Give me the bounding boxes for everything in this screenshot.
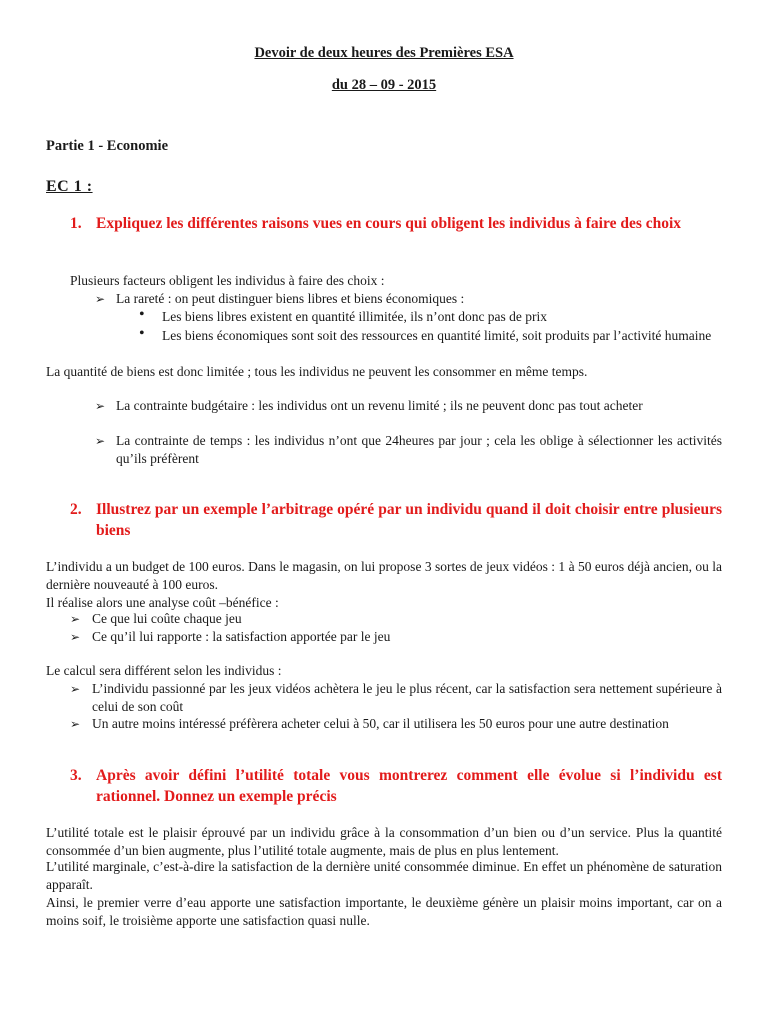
q1-bullet-temps bbox=[95, 432, 722, 468]
question-3-number: 3. bbox=[70, 767, 82, 784]
question-2-text: Illustrez par un exemple l’arbitrage opéré par un individu quand il doit choisir entre plusieurs biens bbox=[96, 501, 722, 539]
arrowhead-bullet-icon: ➢ bbox=[95, 399, 106, 413]
q2-bullet-passionne-text: L’individu passionné par les jeux vidéos achètera le jeu le plus récent, car la satisfaction sera nettement supérieure à celui de son coût bbox=[92, 681, 722, 714]
question-2 bbox=[70, 499, 722, 541]
q1-bullet-libres-text: Les biens libres existent en quantité illimitée, ils n’ont donc pas de prix bbox=[162, 309, 548, 324]
q1-bullet-eco-text: Les biens économiques sont soit des ressources en quantité limité, soit produits par l’activité humaine bbox=[162, 328, 712, 343]
q3-paragraph-2: L’utilité marginale, c’est-à-dire la satisfaction de la dernière unité consommée diminue. En effet un phénomène de saturation apparaît. bbox=[46, 859, 722, 892]
q2-bullet-rapport-text: Ce qu’il lui rapporte : la satisfaction apportée par le jeu bbox=[92, 629, 391, 644]
q1-bullet-temps-text: La contrainte de temps : les individus n’ont que 24heures par jour ; cela les oblige à sélectionner les activités qu’ils préfèrent bbox=[116, 433, 722, 466]
q2-paragraph-3: Le calcul sera différent selon les individus : bbox=[46, 663, 282, 678]
arrowhead-bullet-icon: ➢ bbox=[95, 434, 106, 448]
arrowhead-bullet-icon: ➢ bbox=[95, 292, 106, 306]
q1-intro: Plusieurs facteurs obligent les individus à faire des choix : bbox=[70, 273, 385, 288]
question-1-text: Expliquez les différentes raisons vues en cours qui obligent les individus à faire des choix bbox=[96, 215, 682, 232]
q2-paragraph-2: Il réalise alors une analyse coût –bénéfice : bbox=[46, 595, 279, 610]
round-bullet-icon: • bbox=[139, 306, 145, 323]
q1-bullet-rarete bbox=[95, 290, 722, 308]
arrowhead-bullet-icon: ➢ bbox=[70, 612, 81, 626]
document-title: Devoir de deux heures des Premières ESA bbox=[254, 45, 514, 61]
round-bullet-icon: • bbox=[139, 325, 145, 342]
q2-bullet-cout-text: Ce que lui coûte chaque jeu bbox=[92, 611, 242, 626]
q1-bullet-rarete-text: La rareté : on peut distinguer biens libres et biens économiques : bbox=[116, 291, 465, 306]
q2-bullet-autre bbox=[70, 715, 722, 733]
q2-bullet-passionne bbox=[70, 680, 722, 716]
q1-bullet-libres bbox=[139, 308, 722, 326]
question-1 bbox=[70, 213, 722, 234]
arrowhead-bullet-icon: ➢ bbox=[70, 630, 81, 644]
q1-quantite: La quantité de biens est donc limitée ; tous les individus ne peuvent les consommer en même temps. bbox=[46, 364, 588, 379]
q2-bullet-autre-text: Un autre moins intéressé préfèrera acheter celui à 50, car il utilisera les 50 euros pour une autre destination bbox=[92, 716, 669, 731]
q1-bullet-budget bbox=[95, 397, 722, 415]
section-heading-ec: EC 1 : bbox=[46, 178, 93, 195]
arrowhead-bullet-icon: ➢ bbox=[70, 717, 81, 731]
question-3 bbox=[70, 765, 722, 807]
question-2-number: 2. bbox=[70, 501, 82, 518]
q3-paragraph-3: Ainsi, le premier verre d’eau apporte une satisfaction importante, le deuxième génère un plaisir moins important, car on a moins soif, le troisième apporte une satisfaction quasi nulle. bbox=[46, 895, 722, 928]
q1-bullet-budget-text: La contrainte budgétaire : les individus ont un revenu limité ; ils ne peuvent donc pas tout acheter bbox=[116, 398, 643, 413]
document-date: du 28 – 09 - 2015 bbox=[331, 77, 437, 93]
question-1-number: 1. bbox=[70, 215, 82, 232]
q1-bullet-eco bbox=[139, 327, 722, 345]
question-3-text: Après avoir défini l’utilité totale vous montrerez comment elle évolue si l’individu est rationnel. Donnez un exemple précis bbox=[96, 767, 722, 805]
q2-bullet-rapport bbox=[70, 628, 722, 646]
section-heading-partie: Partie 1 - Economie bbox=[46, 138, 169, 154]
q2-bullet-cout bbox=[70, 610, 722, 628]
arrowhead-bullet-icon: ➢ bbox=[70, 682, 81, 696]
q2-paragraph-1: L’individu a un budget de 100 euros. Dans le magasin, on lui propose 3 sortes de jeux vidéos : 1 à 50 euros déjà ancien, ou la dernière nouveauté à 100 euros. bbox=[46, 559, 722, 592]
q3-paragraph-1: L’utilité totale est le plaisir éprouvé par un individu grâce à la consommation d’un bien ou d’un service. Plus la quantité consommée d’un bien augmente, plus l’utilité totale augmente, mais de plus en plus lentement. bbox=[46, 825, 722, 858]
